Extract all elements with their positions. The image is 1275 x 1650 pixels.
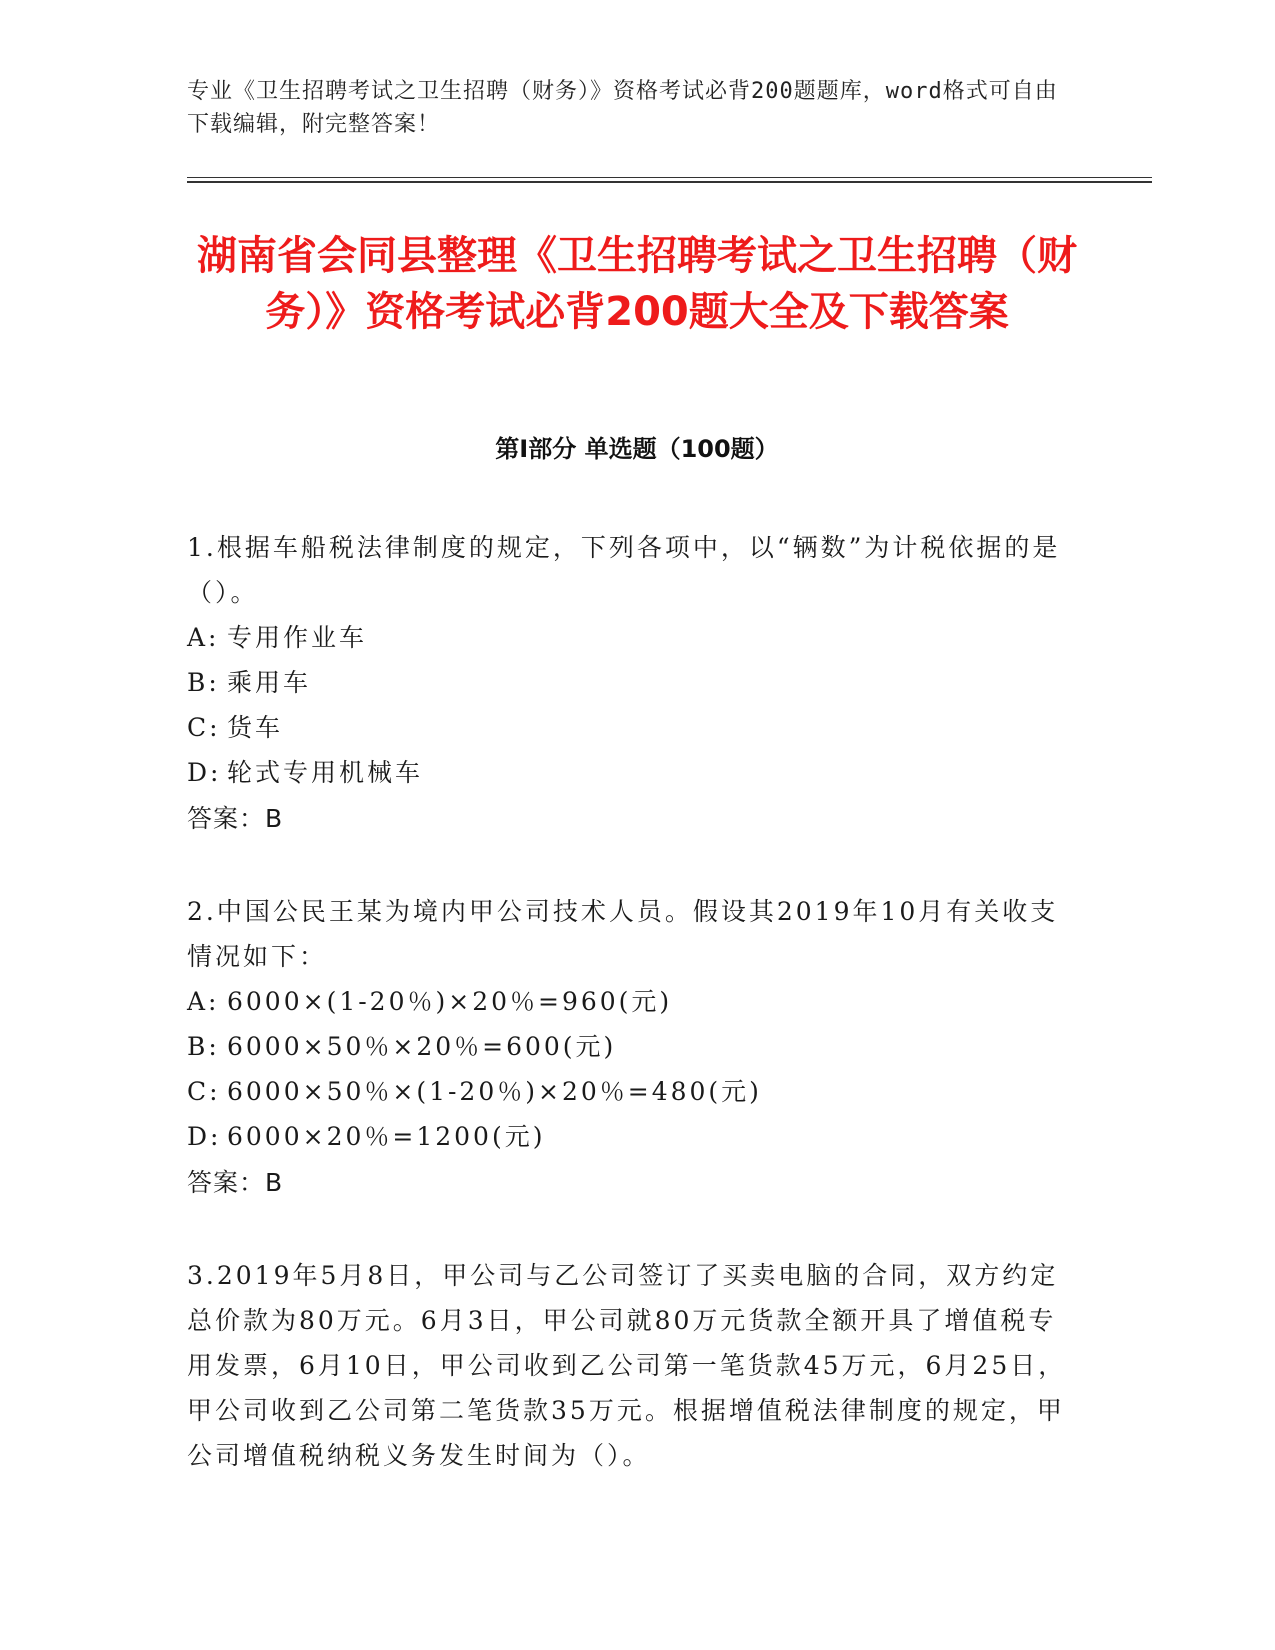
option-c — [187, 1069, 1077, 1114]
document-title: 湖南省会同县整理《卫生招聘考试之卫生招聘（财务）》资格考试必背200题大全及下载答案 — [197, 233, 1077, 335]
option-c — [187, 705, 1077, 750]
option-text: 6000×50％×(1-20％)×20％=480(元) — [227, 1077, 762, 1106]
option-b — [187, 660, 1077, 705]
option-letter: C: — [187, 713, 221, 742]
answer: 答案：B — [187, 804, 284, 833]
question-stem: 3.2019年5月8日，甲公司与乙公司签订了买卖电脑的合同，双方约定总价款为80万元。6月3日，甲公司就80万元货款全额开具了增值税专用发票，6月10日，甲公司收到乙公司第一笔货款45万元，6月25日，甲公司收到乙公司第二笔货款35万元。根据增值税法律制度的规定，甲公司增值税纳税义务发生时间为（）。 — [187, 1261, 1067, 1470]
option-text: 专用作业车 — [227, 623, 368, 652]
question-3 — [187, 1253, 1077, 1478]
option-text: 6000×50％×20％=600(元) — [227, 1032, 617, 1061]
option-text: 轮式专用机械车 — [227, 758, 424, 787]
option-letter: B: — [187, 1032, 220, 1061]
option-text: 6000×20％=1200(元) — [227, 1122, 546, 1151]
question-stem: 1.根据车船税法律制度的规定，下列各项中，以“辆数”为计税依据的是（）。 — [187, 533, 1061, 607]
header-note: 专业《卫生招聘考试之卫生招聘（财务）》资格考试必背200题题库，word格式可自由下载编辑，附完整答案！ — [187, 79, 1058, 137]
option-text: 货车 — [227, 713, 284, 742]
question-2 — [187, 889, 1077, 1205]
header-divider-thick — [187, 181, 1152, 183]
option-a — [187, 979, 1077, 1024]
option-letter: D: — [187, 1122, 222, 1151]
option-d — [187, 750, 1077, 795]
option-letter: B: — [187, 668, 220, 697]
answer: 答案：B — [187, 1168, 284, 1197]
option-a — [187, 615, 1077, 660]
option-text: 乘用车 — [227, 668, 312, 697]
option-letter: D: — [187, 758, 222, 787]
option-letter: C: — [187, 1077, 221, 1106]
option-b — [187, 1024, 1077, 1069]
section-title: 第Ⅰ部分 单选题（100题） — [495, 435, 779, 463]
question-1 — [187, 525, 1077, 841]
option-d — [187, 1114, 1077, 1159]
question-stem: 2.中国公民王某为境内甲公司技术人员。假设其2019年10月有关收支情况如下： — [187, 897, 1059, 971]
option-letter: A: — [187, 623, 220, 652]
option-text: 6000×(1-20％)×20％=960(元) — [227, 987, 673, 1016]
header-divider-thin — [187, 177, 1152, 178]
option-letter: A: — [187, 987, 220, 1016]
